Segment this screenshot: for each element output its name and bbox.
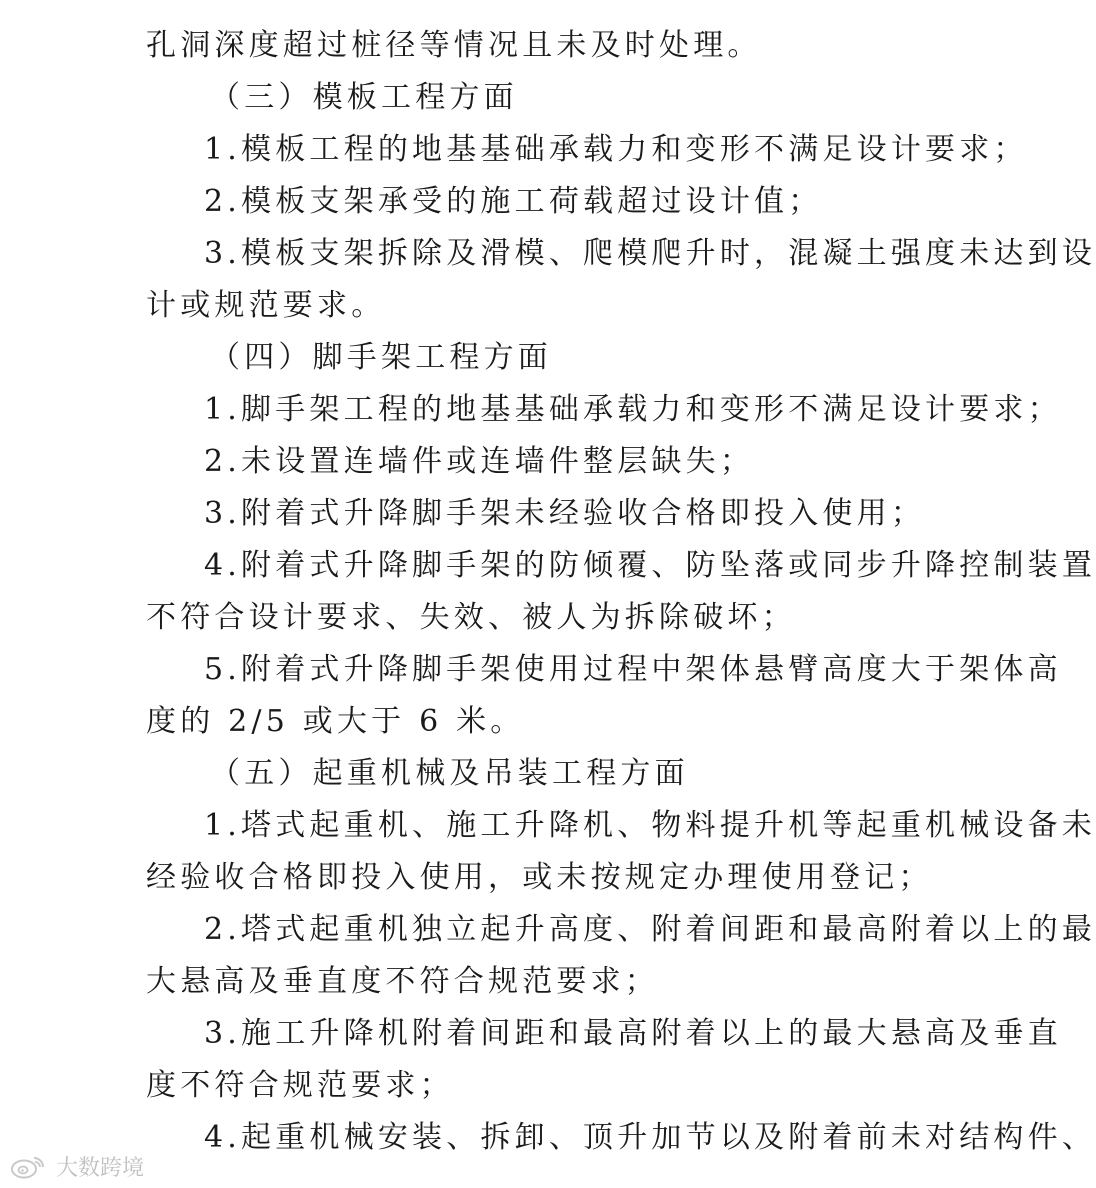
list-item: 2.未设置连墙件或连墙件整层缺失； [204, 444, 755, 479]
list-item: 5.附着式升降脚手架使用过程中架体悬臂高度大于架体高 [204, 652, 1062, 687]
weibo-logo-icon [10, 1152, 50, 1180]
list-item: 1.脚手架工程的地基基础承载力和变形不满足设计要求； [204, 392, 1062, 427]
list-item: 1.模板工程的地基基础承载力和变形不满足设计要求； [204, 132, 1028, 167]
list-item: 3.附着式升降脚手架未经验收合格即投入使用； [204, 496, 926, 531]
list-item: 3.施工升降机附着间距和最高附着以上的最大悬高及垂直 [204, 1016, 1062, 1051]
text-line: 度的 2/5 或大于 6 米。 [146, 704, 525, 739]
list-item: 3.模板支架拆除及滑模、爬模爬升时，混凝土强度未达到设 [204, 236, 1096, 271]
section-heading-formwork: （三）模板工程方面 [210, 80, 518, 115]
watermark-text: 大数跨境 [56, 1155, 145, 1181]
text-line: 不符合设计要求、失效、被人为拆除破坏； [146, 600, 796, 635]
text-line: 度不符合规范要求； [146, 1068, 454, 1103]
text-line: 计或规范要求。 [146, 288, 386, 323]
section-heading-scaffold: （四）脚手架工程方面 [210, 340, 552, 375]
list-item: 1.塔式起重机、施工升降机、物料提升机等起重机械设备未 [204, 808, 1096, 843]
list-item: 4.起重机械安装、拆卸、顶升加节以及附着前未对结构件、 [204, 1120, 1096, 1155]
list-item: 4.附着式升降脚手架的防倾覆、防坠落或同步升降控制装置 [204, 548, 1096, 583]
section-heading-lifting: （五）起重机械及吊装工程方面 [210, 756, 689, 791]
watermark [10, 1150, 144, 1182]
text-line: 大悬高及垂直度不符合规范要求； [146, 964, 659, 999]
list-item: 2.塔式起重机独立起升高度、附着间距和最高附着以上的最 [204, 912, 1096, 947]
list-item: 2.模板支架承受的施工荷载超过设计值； [204, 184, 823, 219]
text-line: 经验收合格即投入使用，或未按规定办理使用登记； [146, 860, 933, 895]
text-line: 孔洞深度超过桩径等情况且未及时处理。 [146, 28, 762, 63]
